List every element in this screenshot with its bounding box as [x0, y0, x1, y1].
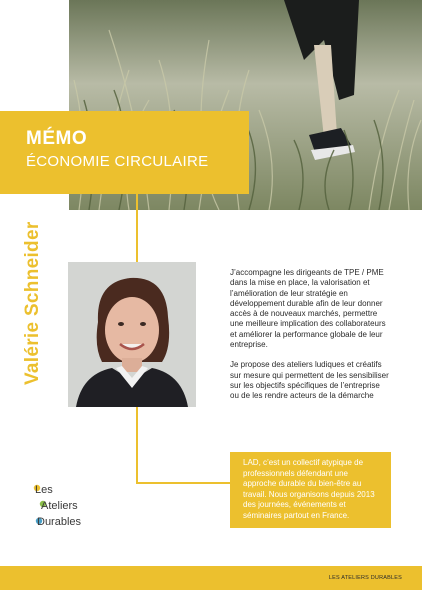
page-title: MÉMO [26, 128, 88, 149]
les-ateliers-durables-logo [33, 484, 108, 532]
woman-portrait-image [68, 262, 196, 407]
connector-line-vertical [136, 194, 138, 262]
connector-line-horizontal [136, 482, 230, 484]
logo-line-1: Les [35, 484, 53, 496]
bio-paragraph-1: J’accompagne les dirigeants de TPE / PME dans la mise en place, la valorisation et l’amélioration de leur stratégie en développement durable afin de leur donner accès à de nouveaux marchés, permettre une meilleure implication des collaborateurs et améliorer la performance globale de leur entreprise. [230, 268, 386, 350]
connector-line-lower-vertical [136, 407, 138, 483]
bio-text [230, 268, 390, 412]
page-subtitle: ÉCONOMIE CIRCULAIRE [26, 153, 209, 170]
person-name: Valérie Schneider [22, 221, 43, 385]
logo-line-2: Ateliers [41, 500, 78, 512]
footer-label: LES ATELIERS DURABLES [328, 575, 402, 581]
logo-line-3: Durables [37, 516, 82, 528]
lad-info-text: LAD, c’est un collectif atypique de professionnels défendant une approche durable du bien-être au travail. Nous organisons depuis 2013 des journées, événements et séminaires partout en France. [243, 458, 375, 520]
bio-paragraph-2: Je propose des ateliers ludiques et créatifs sur mesure qui permettent de les sensibiliser sur les objectifs spécifiques de l’entreprise ou de les rendre acteurs de la démarche [230, 360, 389, 401]
portrait-photo [68, 262, 196, 407]
